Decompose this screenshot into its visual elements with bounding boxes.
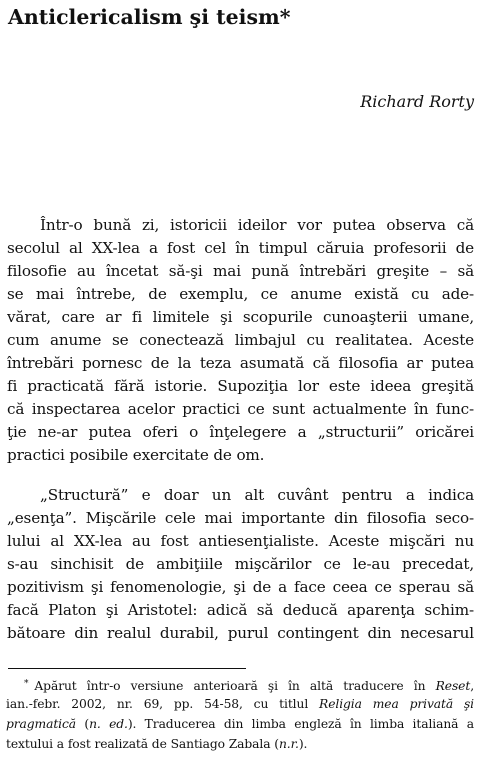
footnote-italic: n.r. [278, 737, 299, 751]
footnote-italic: n. ed. [89, 717, 128, 731]
text-line: vărat, care ar fi limitele şi scopurile cunoaşterii umane, [7, 308, 474, 326]
footnote-italic: Reset [435, 679, 471, 693]
text-line: se mai întrebe, de exemplu, ce anume există cu ade- [7, 285, 474, 303]
footnote-text: ian.-febr. 2002, nr. 69, pp. 54-58, cu titlul [6, 697, 320, 711]
footnote-line [6, 734, 474, 754]
footnote-text: Apărut într-o versiune anterioară şi în altă traducere în [34, 679, 436, 693]
text-line: „Structură” e doar un alt cuvânt pentru a indica [40, 486, 474, 504]
article-title [8, 4, 290, 30]
article-title-text: Anticlericalism şi teism [8, 5, 280, 29]
text-line: ţie ne-ar putea oferi o înţelegere a „structurii” oricărei [7, 423, 474, 441]
author-name: Richard Rorty [360, 92, 474, 111]
text-line: fi practicată fără istorie. Supoziţia lor este ideea greşită [7, 377, 474, 395]
text-line: lului al XX-lea au fost antiesenţialiste. Aceste mişcări nu [7, 532, 474, 550]
text-line: pozitivism şi fenomenologie, şi de a face ceea ce sperau să [7, 578, 474, 596]
footnote-italic: pragmatică [6, 717, 77, 731]
text-line: „esenţa”. Mişcările cele mai importante din filosofia seco- [7, 509, 474, 527]
body-paragraph-1 [7, 214, 474, 467]
footnote-text: textului a fost realizată de Santiago Zabala ( [6, 737, 279, 751]
footnote-text: ). Traducerea din limba engleză în limba italiană a [127, 717, 474, 731]
footnote [6, 674, 474, 754]
text-line: întrebări pornesc de la teza asumată că filosofia ar putea [7, 354, 474, 372]
text-line: secolul al XX-lea a fost cel în timpul căruia profesorii de [7, 239, 474, 257]
footnote-divider [8, 668, 246, 669]
footnote-marker: * [24, 679, 29, 689]
text-line: bătoare din realul durabil, purul contingent din necesarul [7, 624, 474, 642]
footnote-line [6, 674, 474, 694]
text-line: filosofie au încetat să-şi mai pună întrebări greşite – să [7, 262, 474, 280]
text-line: că inspectarea acelor practici ce sunt actualmente în func- [7, 400, 474, 418]
text-line: s-au sinchisit de ambiţiile mişcărilor ce le-au precedat, [7, 555, 474, 573]
footnote-text: ). [298, 737, 308, 751]
footnote-text: ( [76, 717, 90, 731]
footnote-italic: Religia mea privată şi [319, 697, 474, 711]
text-line: facă Platon şi Aristotel: adică să deducă aparenţa schim- [7, 601, 474, 619]
text-line: Într-o bună zi, istoricii ideilor vor putea observa că [40, 216, 474, 234]
footnote-text: , [470, 679, 474, 693]
footnote-line [6, 714, 474, 734]
title-footnote-marker: * [279, 5, 291, 29]
text-line: cum anume se conectează limbajul cu realitatea. Aceste [7, 331, 474, 349]
text-line: practici posibile exercitate de om. [7, 446, 265, 464]
footnote-line [6, 694, 474, 714]
body-paragraph-2 [7, 484, 474, 645]
